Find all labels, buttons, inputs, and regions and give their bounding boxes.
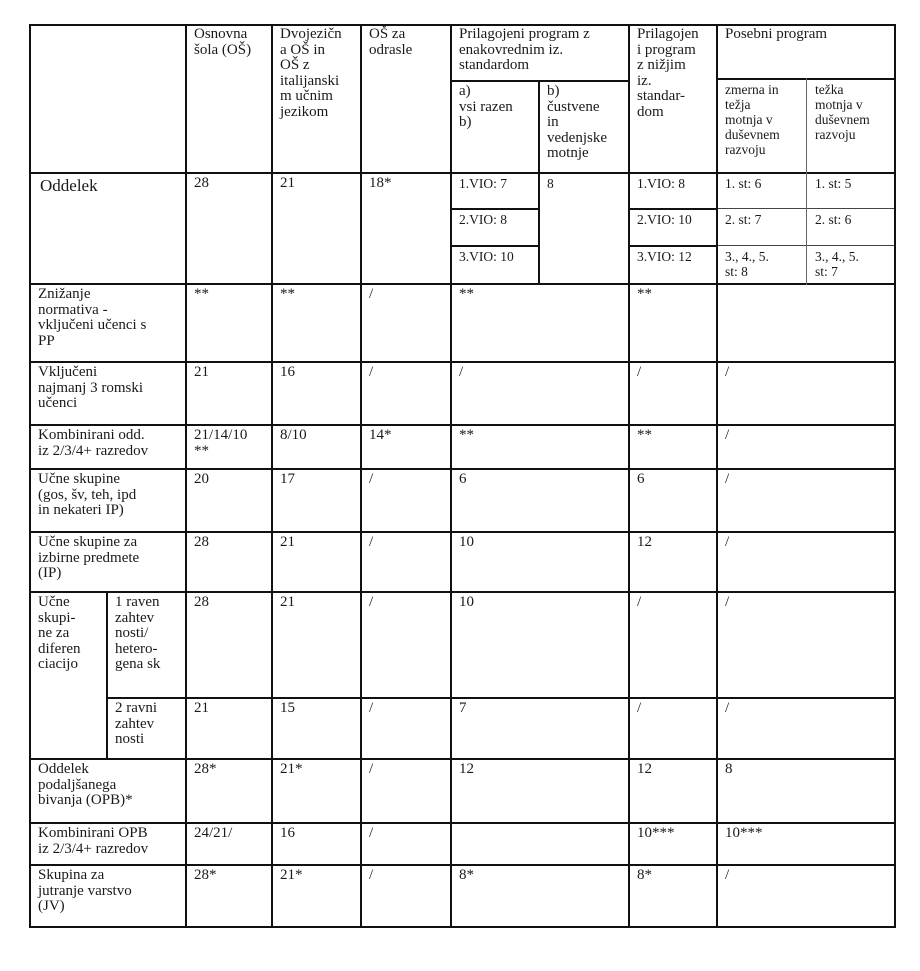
- opb-nizji: 12: [637, 761, 652, 777]
- line-row-6: [29, 591, 896, 593]
- diferenciacija-sub1-label: 1 raven zahtev nosti/ hetero- gena sk: [115, 594, 161, 672]
- line-oddelek-n-1: [628, 208, 718, 210]
- opb-dvo: 21*: [280, 761, 303, 777]
- row-label-izbirne: Učne skupine za izbirne predmete (IP): [38, 534, 140, 581]
- romski-dvo: 16: [280, 364, 295, 380]
- line-row-8: [29, 822, 896, 824]
- header-sub-b: b) čustvene in vedenjske motnje: [547, 83, 607, 161]
- izbirne-nizji: 12: [637, 534, 652, 550]
- dif1-os: 28: [194, 594, 209, 610]
- header-prilagojeni-enakovredni: Prilagojeni program z enakovrednim iz. standardom: [459, 26, 590, 73]
- line-col-nizji: [716, 24, 718, 928]
- ucne-enakovredni: 6: [459, 471, 467, 487]
- line-col-label: [185, 24, 187, 928]
- izbirne-enakovredni: 10: [459, 534, 474, 550]
- line-oddelek-n-2: [628, 245, 718, 247]
- dif2-enakovredni: 7: [459, 700, 467, 716]
- komb-opb-nizji: 10***: [637, 825, 675, 841]
- opb-os: 28*: [194, 761, 217, 777]
- header-zmerna: zmerna in težja motnja v duševnem razvoju: [725, 82, 780, 157]
- oddelek-tezka-st1: 1. st: 5: [815, 176, 852, 191]
- znizanje-enakovredni: **: [459, 286, 474, 302]
- romski-posebni: /: [725, 364, 730, 380]
- romski-nizji: /: [637, 364, 642, 380]
- line-col-zmerna-tezka: [806, 78, 807, 285]
- line-row-1: [29, 283, 896, 285]
- line-bottom: [29, 926, 896, 928]
- romski-os: 21: [194, 364, 209, 380]
- header-dvojezicna: Dvojezičn a OŠ in OŠ z italijanski m učnim jezikom: [280, 26, 342, 120]
- ucne-odrasle: /: [369, 471, 374, 487]
- line-row-dif-split: [106, 697, 896, 699]
- izbirne-posebni: /: [725, 534, 730, 550]
- oddelek-nizji-vio2: 2.VIO: 10: [637, 212, 692, 227]
- oddelek-a-vio3: 3.VIO: 10: [459, 249, 514, 264]
- line-col-dif-sub: [106, 591, 108, 760]
- oddelek-tezka-st3: 3., 4., 5. st: 7: [815, 249, 859, 279]
- znizanje-dvo: **: [280, 286, 295, 302]
- dif1-dvo: 21: [280, 594, 295, 610]
- row-label-diferenciacija: Učne skupi- ne za diferen ciacijo: [38, 594, 81, 672]
- kombinirani-nizji: **: [637, 427, 652, 443]
- komb-opb-os: 24/21/: [194, 825, 233, 841]
- line-col-dvo: [360, 24, 362, 928]
- romski-odrasle: /: [369, 364, 374, 380]
- dif1-posebni: /: [725, 594, 730, 610]
- komb-opb-dvo: 16: [280, 825, 295, 841]
- line-col-os: [271, 24, 273, 928]
- izbirne-os: 28: [194, 534, 209, 550]
- ucne-posebni: /: [725, 471, 730, 487]
- jv-os: 28*: [194, 867, 217, 883]
- line-col-odrasle: [450, 24, 452, 928]
- opb-odrasle: /: [369, 761, 374, 777]
- row-label-jv: Skupina za jutranje varstvo (JV): [38, 867, 132, 914]
- jv-odrasle: /: [369, 867, 374, 883]
- oddelek-zmerna-st1: 1. st: 6: [725, 176, 762, 191]
- line-header-bottom: [29, 172, 896, 174]
- dif2-odrasle: /: [369, 700, 374, 716]
- dif2-os: 21: [194, 700, 209, 716]
- izbirne-odrasle: /: [369, 534, 374, 550]
- header-tezka: težka motnja v duševnem razvoju: [815, 82, 870, 142]
- ucne-nizji: 6: [637, 471, 645, 487]
- line-oddelek-a-2: [450, 245, 540, 247]
- dif2-nizji: /: [637, 700, 642, 716]
- oddelek-os: 28: [194, 175, 209, 191]
- kombinirani-enakovredni: **: [459, 427, 474, 443]
- oddelek-a-vio1: 1.VIO: 7: [459, 176, 507, 191]
- dif1-enakovredni: 10: [459, 594, 474, 610]
- line-row-7: [29, 758, 896, 760]
- line-top: [29, 24, 896, 26]
- komb-opb-enakovredni: [452, 824, 628, 864]
- kombinirani-dvo: 8/10: [280, 427, 307, 443]
- izbirne-dvo: 21: [280, 534, 295, 550]
- znizanje-os: **: [194, 286, 209, 302]
- line-row-3: [29, 424, 896, 426]
- ucne-os: 20: [194, 471, 209, 487]
- line-col-ab: [538, 80, 540, 285]
- jv-dvo: 21*: [280, 867, 303, 883]
- oddelek-tezka-st2: 2. st: 6: [815, 212, 852, 227]
- line-right: [894, 24, 896, 928]
- znizanje-posebni: [718, 285, 894, 360]
- header-os: Osnovna šola (OŠ): [194, 26, 252, 58]
- kombinirani-os: 21/14/10 **: [194, 427, 248, 459]
- line-row-2: [29, 361, 896, 363]
- line-left: [29, 24, 31, 928]
- line-row-9: [29, 864, 896, 866]
- kombinirani-posebni: /: [725, 427, 730, 443]
- ucne-dvo: 17: [280, 471, 295, 487]
- oddelek-nizji-vio3: 3.VIO: 12: [637, 249, 692, 264]
- header-prilagojen-nizji: Prilagojen i program z nižjim iz. standar- dom: [637, 26, 699, 120]
- znizanje-odrasle: /: [369, 286, 374, 302]
- opb-posebni: 8: [725, 761, 733, 777]
- row-label-kombinirani-opb: Kombinirani OPB iz 2/3/4+ razredov: [38, 825, 149, 857]
- jv-nizji: 8*: [637, 867, 652, 883]
- dif1-nizji: /: [637, 594, 642, 610]
- line-row-5: [29, 531, 896, 533]
- line-header-enak-split: [450, 80, 630, 82]
- komb-opb-posebni: 10***: [725, 825, 763, 841]
- romski-enakovredni: /: [459, 364, 464, 380]
- kombinirani-odrasle: 14*: [369, 427, 392, 443]
- header-os-za-odrasle: OŠ za odrasle: [369, 26, 413, 58]
- dif2-posebni: /: [725, 700, 730, 716]
- oddelek-odrasle: 18*: [369, 175, 392, 191]
- header-posebni-program: Posebni program: [725, 26, 828, 42]
- jv-enakovredni: 8*: [459, 867, 474, 883]
- komb-opb-odrasle: /: [369, 825, 374, 841]
- row-label-kombinirani: Kombinirani odd. iz 2/3/4+ razredov: [38, 427, 149, 459]
- oddelek-zmerna-st3: 3., 4., 5. st: 8: [725, 249, 769, 279]
- oddelek-nizji-vio1: 1.VIO: 8: [637, 176, 685, 191]
- dif2-dvo: 15: [280, 700, 295, 716]
- line-col-enak: [628, 24, 630, 928]
- oddelek-zmerna-st2: 2. st: 7: [725, 212, 762, 227]
- row-label-oddelek: Oddelek: [40, 176, 98, 195]
- line-oddelek-a-1: [450, 208, 540, 210]
- opb-enakovredni: 12: [459, 761, 474, 777]
- line-row-4: [29, 468, 896, 470]
- jv-posebni: /: [725, 867, 730, 883]
- znizanje-nizji: **: [637, 286, 652, 302]
- header-sub-a: a) vsi razen b): [459, 83, 513, 130]
- row-label-romski: Vključeni najmanj 3 romski učenci: [38, 364, 143, 411]
- row-label-opb: Oddelek podaljšanega bivanja (OPB)*: [38, 761, 133, 808]
- row-label-znizanje: Znižanje normativa - vključeni učenci s PP: [38, 286, 147, 349]
- oddelek-a-vio2: 2.VIO: 8: [459, 212, 507, 227]
- dif1-odrasle: /: [369, 594, 374, 610]
- oddelek-dvo: 21: [280, 175, 295, 191]
- diferenciacija-sub2-label: 2 ravni zahtev nosti: [115, 700, 158, 747]
- oddelek-b: 8: [547, 176, 554, 191]
- row-label-ucne-skupine: Učne skupine (gos, šv, teh, ipd in nekateri IP): [38, 471, 137, 518]
